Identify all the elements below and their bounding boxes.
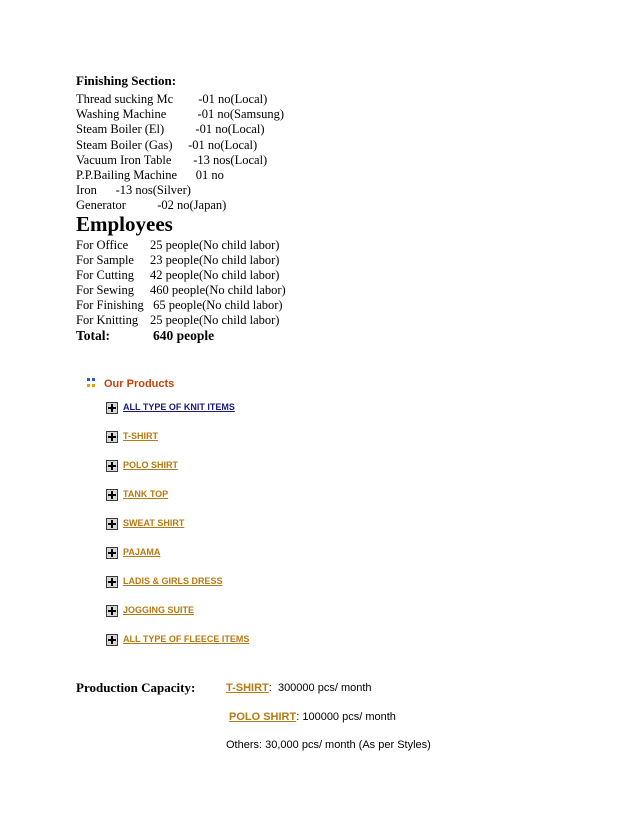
bullet-dots-icon bbox=[87, 378, 95, 388]
plus-icon bbox=[106, 634, 118, 646]
plus-icon bbox=[106, 605, 118, 617]
finishing-section-title: Finishing Section: bbox=[76, 73, 177, 88]
product-link-label[interactable]: PAJAMA bbox=[123, 547, 161, 557]
employee-dept: For Knitting bbox=[76, 313, 139, 327]
plus-icon bbox=[106, 460, 118, 472]
plus-icon bbox=[106, 402, 118, 414]
plus-icon bbox=[106, 431, 118, 443]
plus-icon bbox=[106, 489, 118, 501]
employee-row bbox=[76, 313, 279, 328]
plus-icon bbox=[106, 547, 118, 559]
employee-count: 25 people(No child labor) bbox=[150, 238, 280, 252]
total-value: 640 people bbox=[153, 328, 215, 343]
employee-dept: For Sewing bbox=[76, 283, 134, 297]
total-label: Total: bbox=[76, 328, 111, 343]
plus-icon bbox=[106, 518, 118, 530]
production-others: Others: 30,000 pcs/ month (As per Styles) bbox=[226, 739, 431, 751]
product-link-label[interactable]: LADIS & GIRLS DRESS bbox=[123, 576, 223, 586]
employees-total bbox=[76, 328, 214, 344]
production-item: POLO SHIRT bbox=[229, 711, 297, 723]
our-products-title: Our Products bbox=[104, 378, 175, 390]
finishing-item: Thread sucking Mc -01 no(Local) bbox=[76, 92, 268, 106]
finishing-item: Generator -02 no(Japan) bbox=[76, 198, 227, 212]
production-amount: : 300000 pcs/ month bbox=[268, 682, 372, 694]
production-line bbox=[226, 682, 372, 694]
finishing-item: Iron -13 nos(Silver) bbox=[76, 183, 191, 197]
product-link-label[interactable]: JOGGING SUITE bbox=[123, 605, 195, 615]
product-link-label[interactable]: TANK TOP bbox=[123, 489, 169, 499]
employee-dept: For Office bbox=[76, 238, 129, 252]
production-item: T-SHIRT bbox=[226, 682, 269, 694]
plus-icon bbox=[106, 576, 118, 588]
product-link-label[interactable]: SWEAT SHIRT bbox=[123, 518, 185, 528]
employee-dept: For Sample bbox=[76, 253, 134, 267]
finishing-item: P.P.Bailing Machine 01 no bbox=[76, 168, 224, 182]
employee-dept: For Cutting bbox=[76, 268, 134, 282]
employee-count: 65 people(No child labor) bbox=[150, 298, 283, 312]
production-line bbox=[229, 711, 396, 723]
employee-dept: For Finishing bbox=[76, 298, 144, 312]
employee-count: 460 people(No child labor) bbox=[150, 283, 286, 297]
employees-heading: Employees bbox=[76, 212, 173, 236]
employee-count: 23 people(No child labor) bbox=[150, 253, 280, 267]
production-capacity-label: Production Capacity: bbox=[76, 680, 196, 695]
employee-count: 42 people(No child labor) bbox=[150, 268, 280, 282]
employee-row bbox=[76, 298, 283, 313]
employee-row bbox=[76, 253, 279, 268]
finishing-item: Steam Boiler (El) -01 no(Local) bbox=[76, 122, 265, 136]
product-link-label[interactable]: T-SHIRT bbox=[123, 431, 158, 441]
product-link-label[interactable]: POLO SHIRT bbox=[123, 460, 179, 470]
production-amount: : 100000 pcs/ month bbox=[296, 711, 396, 723]
finishing-item: Vacuum Iron Table -13 nos(Local) bbox=[76, 153, 268, 167]
product-link-label[interactable]: ALL TYPE OF FLEECE ITEMS bbox=[123, 634, 250, 644]
employee-row bbox=[76, 268, 279, 283]
finishing-item: Washing Machine -01 no(Samsung) bbox=[76, 107, 284, 121]
finishing-item: Steam Boiler (Gas) -01 no(Local) bbox=[76, 138, 258, 152]
employee-row bbox=[76, 283, 286, 298]
employee-row bbox=[76, 238, 279, 253]
our-products-header bbox=[87, 378, 174, 390]
employee-count: 25 people(No child labor) bbox=[150, 313, 280, 327]
product-link-label[interactable]: ALL TYPE OF KNIT ITEMS bbox=[123, 402, 235, 412]
